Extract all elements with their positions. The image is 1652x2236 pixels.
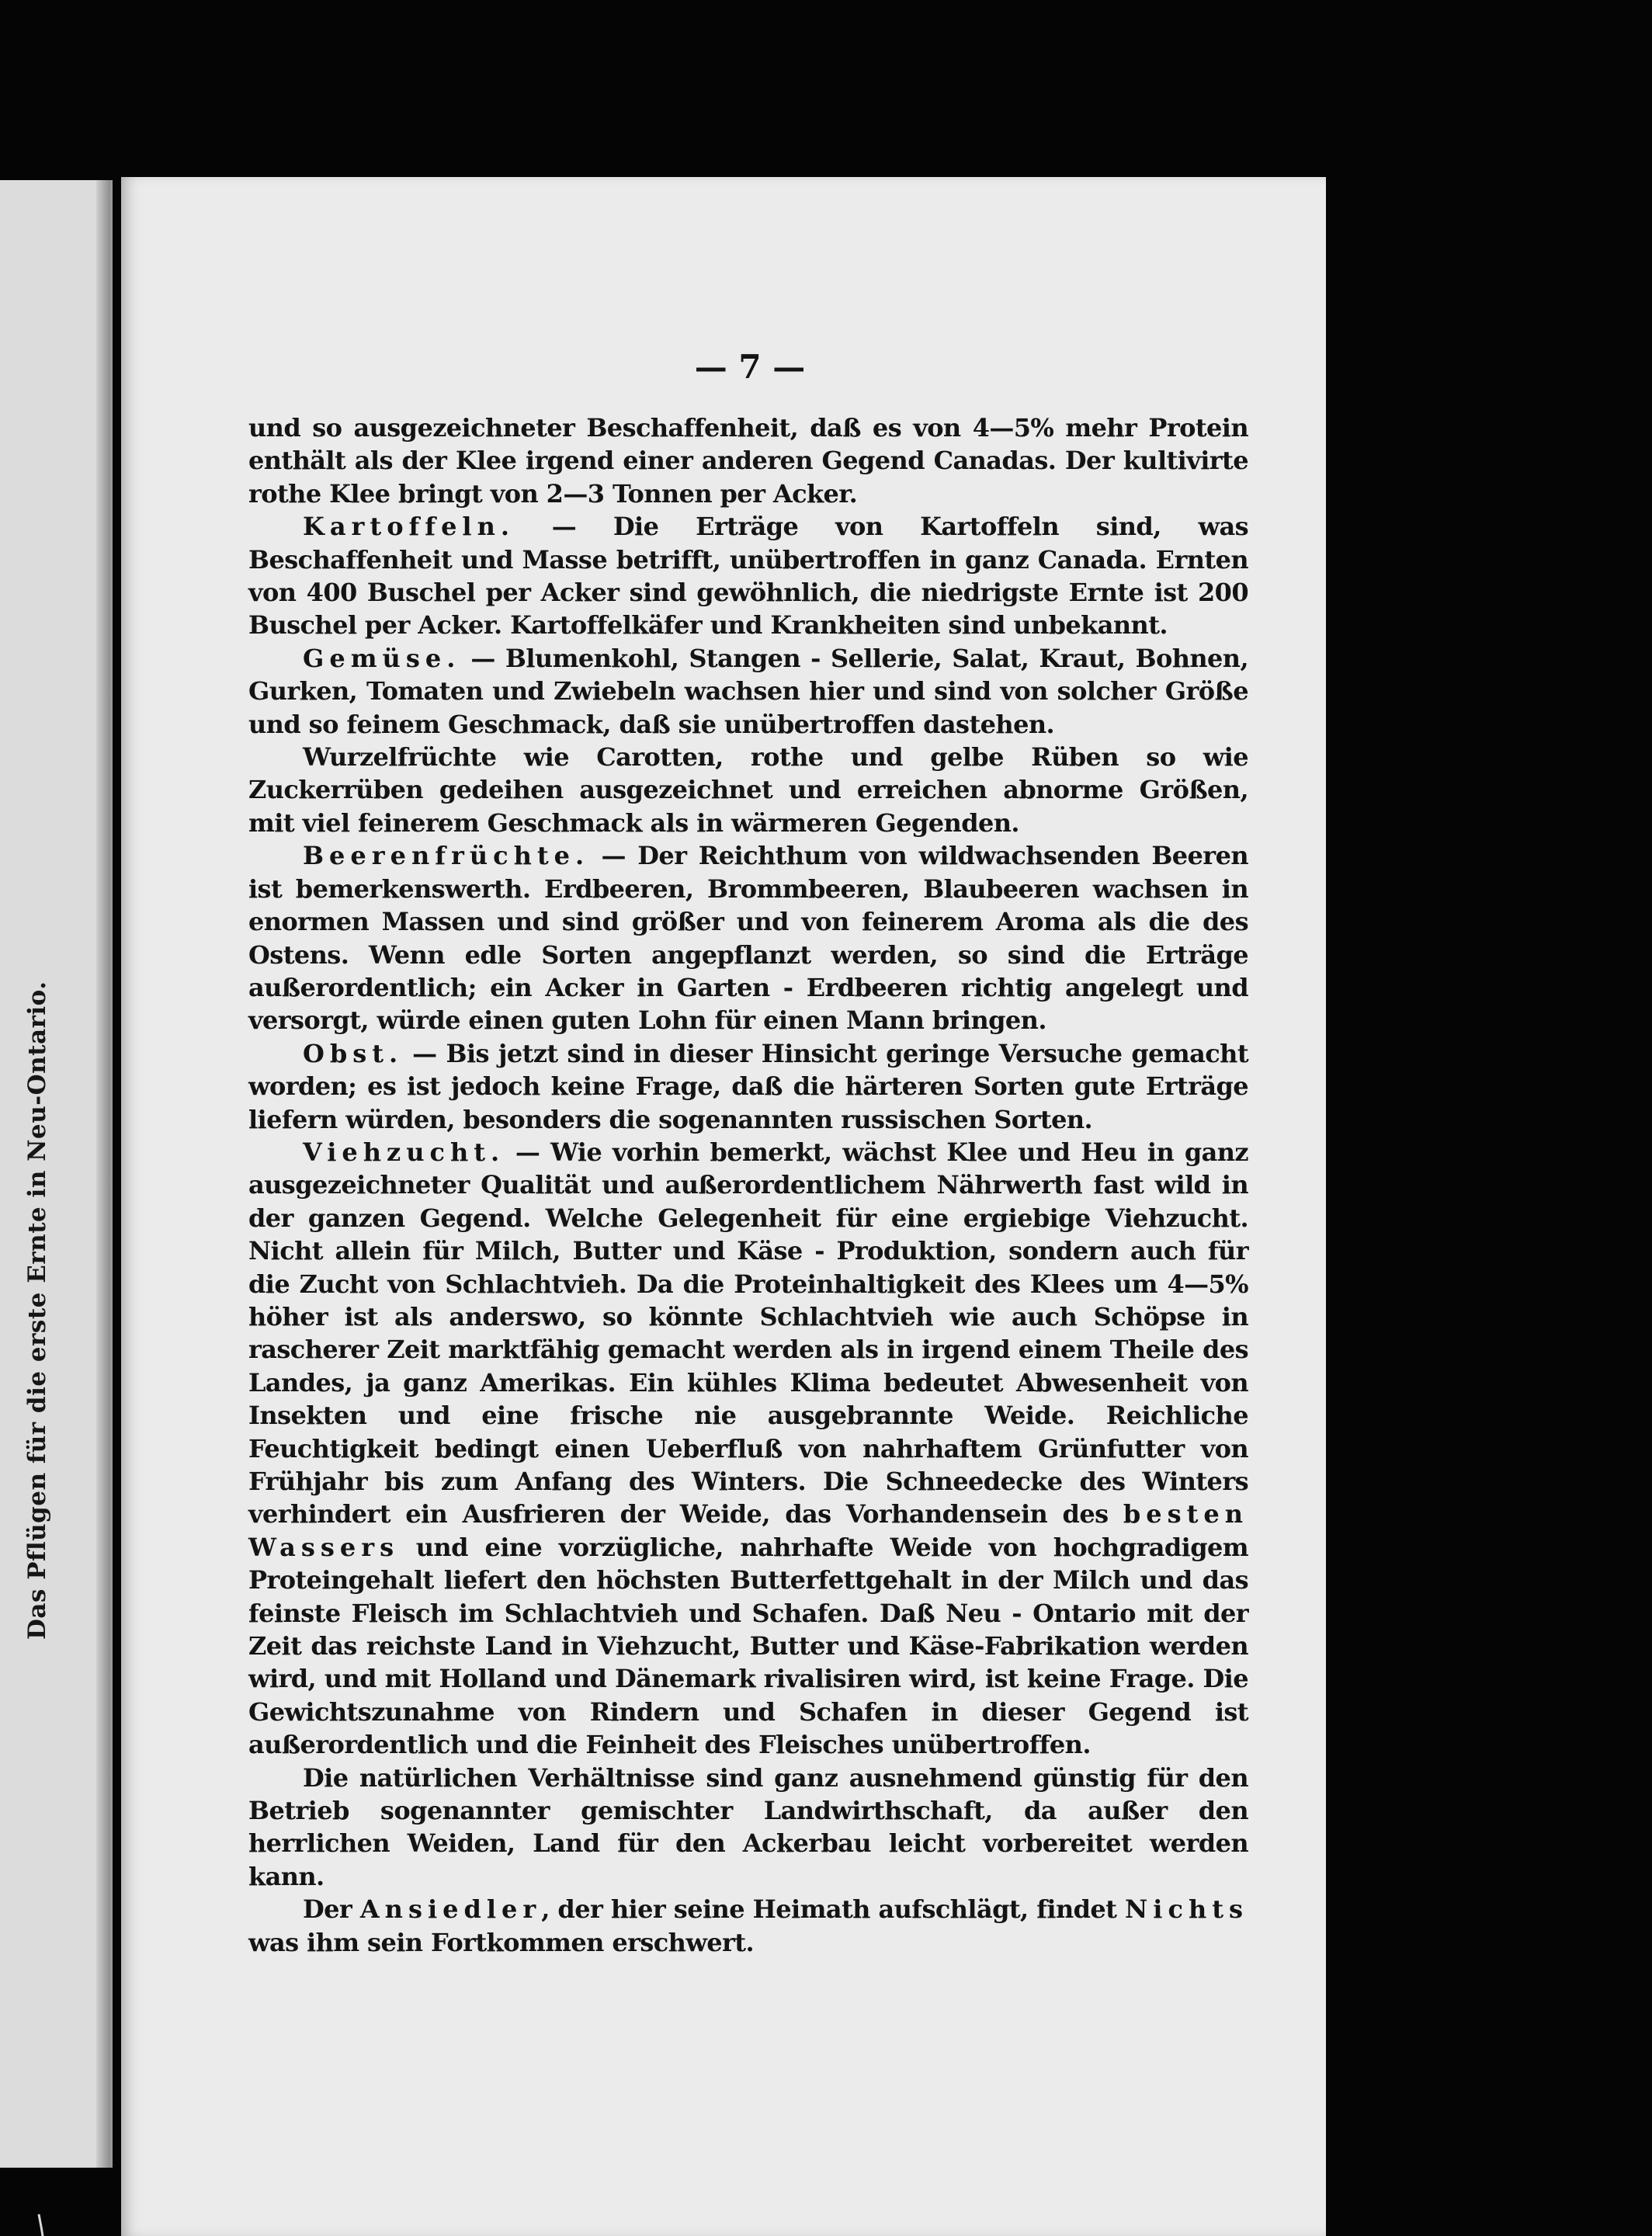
page-number: — 7 — bbox=[694, 348, 806, 386]
paragraph-wurzelfruechte bbox=[248, 741, 1248, 839]
section-lead: Viehzucht. bbox=[303, 1137, 505, 1167]
paragraph-verhaeltnisse bbox=[248, 1762, 1248, 1894]
paragraph-kartoffeln bbox=[248, 510, 1248, 642]
spine-shadow bbox=[96, 180, 110, 2168]
paragraph-klee bbox=[248, 411, 1248, 510]
emphasis-text: besten Wassers bbox=[248, 1499, 1248, 1562]
section-lead: Gemüse. bbox=[303, 643, 461, 673]
book-page bbox=[121, 177, 1326, 2236]
paragraph-text: und eine vorzügliche, nahrhafte Weide von hochgradigem Proteingehalt liefert den höchsten Butterfettgehalt in der Milch und das feinste Fleisch im Schlachtvieh und Schafen. Daß Neu - Ontario mit der Zeit das reichste Land in Viehzucht, Butter und Käse-Fabrikation werden wird, und mit Holland und Dänemark rivalisiren wird, ist keine Frage. Die Gewichtszunahme von Rindern und Schafen in dieser Gegend ist außerordentlich und die Feinheit des Fleisches unübertroffen. bbox=[248, 1532, 1248, 1760]
left-facing-page bbox=[0, 180, 113, 2168]
paragraph-text: und so ausgezeichneter Beschaffenheit, daß es von 4—5% mehr Protein enthält als der Klee irgend einer anderen Gegend Canadas. Der kultivirte rothe Klee bringt von 2—3 Tonnen per Acker. bbox=[248, 413, 1248, 509]
paragraph-text: Der bbox=[303, 1894, 360, 1925]
paragraph-text: Wurzelfrüchte wie Carotten, rothe und gelbe Rüben so wie Zuckerrüben gedeihen ausgezeichnet und erreichen abnorme Größen, mit viel feinerem Geschmack als in wärmeren Gegenden. bbox=[248, 742, 1248, 838]
paragraph-text: — Bis jetzt sind in dieser Hinsicht geringe Versuche gemacht worden; es ist jedoch keine Frage, daß die härteren Sorten gute Erträge liefern würden, besonders die sogenannten russischen Sorten. bbox=[248, 1038, 1248, 1134]
paragraph-obst bbox=[248, 1037, 1248, 1136]
emphasis-text: Nichts bbox=[1125, 1894, 1248, 1925]
paragraph-text: — Die Erträge von Kartoffeln sind, was Beschaffenheit und Masse betrifft, unübertroffen in ganz Canada. Ernten von 400 Buschel per Acker sind gewöhnlich, die niedrigste Ernte ist 200 Buschel per Acker. Kartoffelkäfer und Krankheiten sind unbekannt. bbox=[248, 512, 1248, 641]
paragraph-beerenfruechte bbox=[248, 839, 1248, 1036]
paragraph-text: — Wie vorhin bemerkt, wächst Klee und Heu in ganz ausgezeichneter Qualität und außerordentlichem Nährwerth fast wild in der ganzen Gegend. Welche Gelegenheit für eine ergiebige Viehzucht. Nicht allein für Milch, Butter und Käse - Produktion, sondern auch für die Zucht von Schlachtvieh. Da die Proteinhaltigkeit des Klees um 4—5% höher ist als anderswo, so könnte Schlachtvieh wie auch Schöpse in rascherer Zeit marktfähig gemacht werden als in irgend einem Theile des Landes, ja ganz Amerikas. Ein kühles Klima bedeutet Abwesenheit von Insekten und eine frische nie ausgebrannte Weide. Reichliche Feuchtigkeit bedingt einen Ueberfluß von nahrhaftem Grünfutter von Frühjahr bis zum Anfang des Winters. Die Schneedecke des Winters verhindert ein Ausfrieren der Weide, das Vorhandensein des bbox=[248, 1137, 1248, 1529]
paragraph-text: was ihm sein Fortkommen erschwert. bbox=[248, 1927, 755, 1957]
paragraph-text: , der hier seine Heimath aufschlägt, findet bbox=[541, 1894, 1126, 1925]
section-lead: Beerenfrüchte. bbox=[303, 841, 590, 871]
section-lead: Obst. bbox=[303, 1038, 404, 1068]
paragraph-text: — Blumenkohl, Stangen - Sellerie, Salat, Kraut, Bohnen, Gurken, Tomaten und Zwiebeln wachsen hier und sind von solcher Größe und so feinem Geschmack, daß sie unübertroffen dastehen. bbox=[248, 643, 1248, 739]
paragraph-viehzucht bbox=[248, 1136, 1248, 1762]
paragraph-text: — Der Reichthum von wildwachsenden Beeren ist bemerkenswerth. Erdbeeren, Brommbeeren, Blaubeeren wachsen in enormen Massen und sind größer und von feinerem Aroma als die des Ostens. Wenn edle Sorten angepflanzt werden, so sind die Erträge außerordentlich; ein Acker in Garten - Erdbeeren richtig angelegt und versorgt, würde einen guten Lohn für einen Mann bringen. bbox=[248, 841, 1248, 1036]
emphasis-text: Ansiedler bbox=[359, 1894, 542, 1925]
running-head: Das Pflügen für die erste Ernte in Neu-Ontario. bbox=[23, 981, 51, 1640]
section-lead: Kartoffeln. bbox=[303, 512, 515, 542]
paragraph-text: Die natürlichen Verhältnisse sind ganz ausnehmend günstig für den Betrieb sogenannter gemischter Landwirthschaft, da außer den herrlichen Weiden, Land für den Ackerbau leicht vorbereitet werden kann. bbox=[248, 1762, 1248, 1891]
paragraph-gemuese bbox=[248, 642, 1248, 741]
body-text bbox=[248, 411, 1248, 1959]
paragraph-ansiedler bbox=[248, 1893, 1248, 1959]
